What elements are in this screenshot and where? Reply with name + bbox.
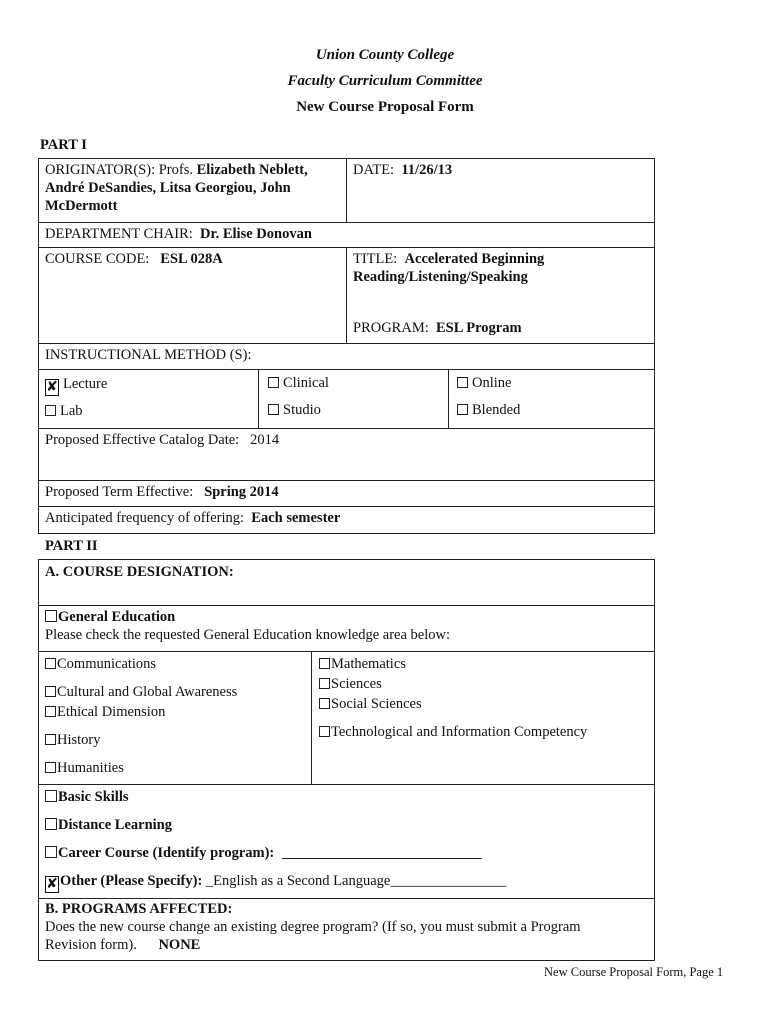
area-technological-option[interactable] — [319, 723, 587, 741]
lab-label: Lab — [60, 403, 83, 419]
area-humanities-option[interactable] — [45, 759, 124, 777]
frequency-label: Anticipated frequency of offering: — [45, 510, 245, 526]
term-value: Spring 2014 — [204, 484, 279, 500]
other-value: _English as a Second Language________________ — [205, 873, 507, 889]
term-effective-field — [45, 483, 279, 501]
date-value: 11/26/13 — [401, 162, 453, 178]
general-education-label: General Education — [58, 609, 176, 625]
chair-value: Dr. Elise Donovan — [200, 226, 312, 242]
title-value-line1: Accelerated Beginning — [404, 251, 545, 267]
page-footer: New Course Proposal Form, Page 1 — [544, 965, 724, 979]
title-label: TITLE: — [353, 251, 398, 267]
frequency-field — [45, 509, 340, 527]
humanities-checkbox[interactable] — [45, 762, 56, 773]
method-lecture-option[interactable] — [45, 375, 107, 396]
college-name: Union County College — [315, 47, 455, 63]
catalog-date-label: Proposed Effective Catalog Date: — [45, 432, 240, 448]
catalog-date-field — [45, 431, 279, 449]
method-studio-option[interactable] — [268, 401, 321, 419]
area-cultural-option[interactable] — [45, 683, 237, 701]
general-education-instructions: Please check the requested General Education knowledge area below: — [45, 627, 451, 643]
course-designation-heading: A. COURSE DESIGNATION: — [45, 564, 234, 580]
basic-skills-label: Basic Skills — [58, 789, 129, 805]
title-field — [353, 250, 544, 268]
title-value-line2: Reading/Listening/Speaking — [353, 269, 528, 285]
originator-label: ORIGINATOR(S): Profs. — [45, 162, 193, 178]
programs-affected-question-line2: Revision form). — [45, 937, 137, 953]
originator-field — [45, 161, 308, 179]
programs-affected-heading: B. PROGRAMS AFFECTED: — [45, 901, 233, 917]
method-clinical-option[interactable] — [268, 374, 329, 392]
other-checkbox-checked[interactable]: ✘ — [46, 876, 58, 892]
other-option[interactable] — [45, 872, 506, 893]
history-checkbox[interactable] — [45, 734, 56, 745]
studio-checkbox[interactable] — [268, 404, 279, 415]
general-education-checkbox[interactable] — [45, 610, 57, 622]
online-checkbox[interactable] — [457, 377, 468, 388]
area-social-sciences-option[interactable] — [319, 695, 422, 713]
cultural-label: Cultural and Global Awareness — [57, 684, 238, 700]
distance-learning-checkbox[interactable] — [45, 818, 57, 830]
department-chair-field — [45, 225, 312, 243]
frequency-value: Each semester — [251, 510, 341, 526]
ethical-checkbox[interactable] — [45, 706, 56, 717]
career-course-checkbox[interactable] — [45, 846, 57, 858]
sciences-label: Sciences — [331, 676, 382, 692]
blended-checkbox[interactable] — [457, 404, 468, 415]
program-field — [353, 319, 522, 337]
distance-learning-option[interactable] — [45, 816, 172, 834]
basic-skills-option[interactable] — [45, 788, 129, 806]
clinical-label: Clinical — [283, 375, 329, 391]
humanities-label: Humanities — [57, 760, 124, 776]
originator-value-line1: Elizabeth Neblett, — [196, 162, 308, 178]
program-label: PROGRAM: — [353, 320, 429, 336]
studio-label: Studio — [283, 402, 321, 418]
date-field — [353, 161, 452, 179]
blended-label: Blended — [472, 402, 521, 418]
originator-value-line2: André DeSandies, Litsa Georgiou, John — [45, 180, 291, 196]
instructional-method-label: INSTRUCTIONAL METHOD (S): — [45, 347, 252, 363]
distance-learning-label: Distance Learning — [58, 817, 172, 833]
programs-affected-line2 — [45, 936, 200, 954]
lecture-checkbox-checked[interactable]: ✘ — [46, 379, 58, 395]
career-course-program-blank[interactable] — [282, 858, 482, 859]
course-code-label: COURSE CODE: — [45, 251, 150, 267]
course-code-value: ESL 028A — [160, 251, 223, 267]
lecture-label: Lecture — [63, 376, 108, 392]
term-label: Proposed Term Effective: — [45, 484, 194, 500]
sciences-checkbox[interactable] — [319, 678, 330, 689]
cultural-checkbox[interactable] — [45, 686, 56, 697]
programs-affected-answer: NONE — [158, 937, 201, 953]
social-sciences-label: Social Sciences — [331, 696, 422, 712]
other-label: Other (Please Specify): — [60, 873, 203, 889]
area-sciences-option[interactable] — [319, 675, 382, 693]
method-online-option[interactable] — [457, 374, 511, 392]
originator-value-line3: McDermott — [45, 198, 118, 214]
career-course-label: Career Course (Identify program): — [58, 845, 275, 861]
area-communications-option[interactable] — [45, 655, 156, 673]
catalog-date-value: 2014 — [250, 432, 280, 448]
part2-heading: PART II — [45, 538, 98, 554]
general-education-option[interactable] — [45, 608, 175, 626]
program-value: ESL Program — [436, 320, 522, 336]
technological-checkbox[interactable] — [319, 726, 330, 737]
mathematics-checkbox[interactable] — [319, 658, 330, 669]
history-label: History — [57, 732, 101, 748]
online-label: Online — [472, 375, 512, 391]
method-lab-option[interactable] — [45, 402, 83, 420]
communications-label: Communications — [57, 656, 157, 672]
ethical-label: Ethical Dimension — [57, 704, 166, 720]
committee-name: Faculty Curriculum Committee — [287, 73, 483, 89]
part1-heading: PART I — [40, 137, 87, 153]
date-label: DATE: — [353, 162, 395, 178]
basic-skills-checkbox[interactable] — [45, 790, 57, 802]
area-history-option[interactable] — [45, 731, 101, 749]
chair-label: DEPARTMENT CHAIR: — [45, 226, 193, 242]
lab-checkbox[interactable] — [45, 405, 56, 416]
communications-checkbox[interactable] — [45, 658, 56, 669]
area-ethical-option[interactable] — [45, 703, 165, 721]
mathematics-label: Mathematics — [331, 656, 406, 672]
programs-affected-question-line1: Does the new course change an existing degree program? (If so, you must submit a Program — [45, 919, 581, 935]
social-sciences-checkbox[interactable] — [319, 698, 330, 709]
area-mathematics-option[interactable] — [319, 655, 406, 673]
clinical-checkbox[interactable] — [268, 377, 279, 388]
technological-label: Technological and Information Competency — [331, 724, 588, 740]
career-course-option[interactable] — [45, 844, 482, 862]
form-title: New Course Proposal Form — [296, 99, 474, 115]
method-blended-option[interactable] — [457, 401, 520, 419]
course-code-field — [45, 250, 223, 268]
